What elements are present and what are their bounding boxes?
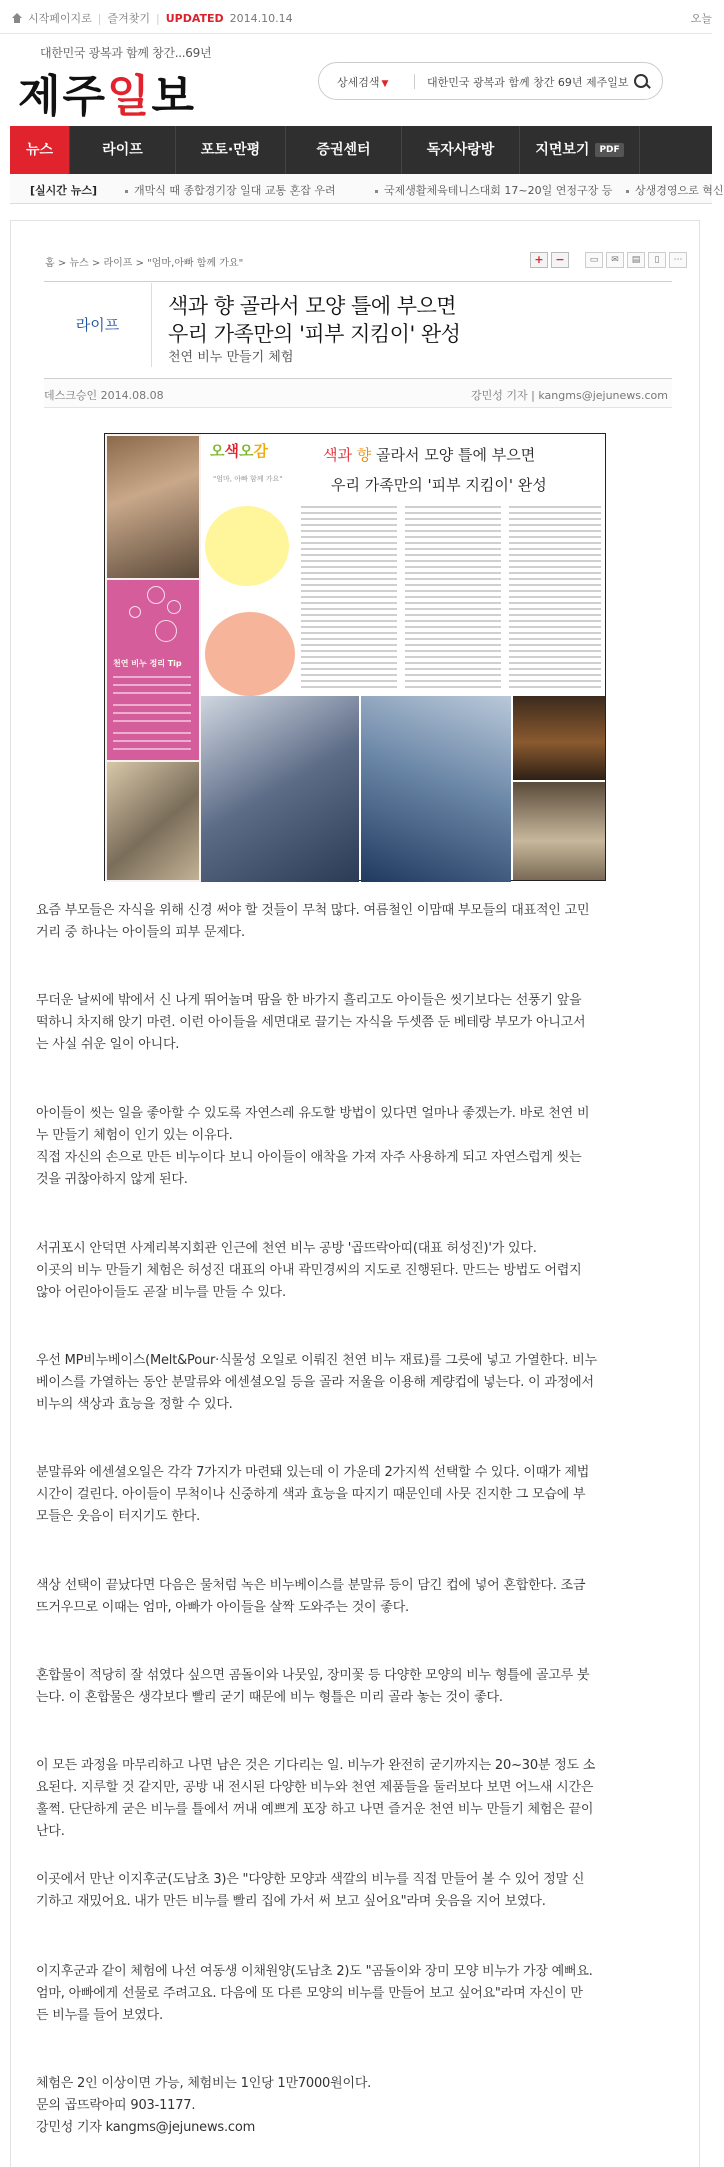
- image-masthead: [210, 440, 268, 461]
- save-icon[interactable]: ▤: [627, 252, 645, 268]
- masthead-char: 오: [210, 442, 225, 460]
- article-paragraph: [36, 900, 676, 944]
- paragraph-line: 요즘 부모들은 자식을 위해 신경 써야 할 것들이 무척 많다. 여름철인 이맘때 부모들의 대표적인 고민: [36, 903, 590, 918]
- paragraph-line: 든 비누를 들어 보였다.: [36, 2008, 163, 2023]
- copy-icon[interactable]: ▯: [648, 252, 666, 268]
- nav-item-stock[interactable]: 증권센터: [286, 126, 402, 174]
- photo-shop: [513, 782, 605, 880]
- article-title-line1: 색과 향 골라서 모양 틀에 부으면: [168, 294, 457, 318]
- paragraph-line: 문의 곱뜨락아띠 903-1177.: [36, 2098, 196, 2113]
- paragraph-line: 거리 중 하나는 아이들의 피부 문제다.: [36, 925, 245, 940]
- utility-bar: [0, 0, 712, 34]
- logo-text-a: 제주: [18, 71, 108, 122]
- pdf-badge: PDF: [595, 143, 623, 157]
- divider: [44, 281, 672, 282]
- nav-item-photo[interactable]: 포토·만평: [176, 126, 286, 174]
- quote-bubble: [205, 506, 289, 586]
- font-up-button[interactable]: +: [530, 252, 548, 268]
- paragraph-line: 는 사실 쉬운 일이 아니다.: [36, 1037, 180, 1052]
- paragraph-line: 모들은 웃음이 터지기도 한다.: [36, 1509, 201, 1524]
- paragraph-line: 이곳에서 만난 이지후군(도남초 3)은 "다양한 모양과 색깔의 비누를 직접 만들어 볼 수 있어 정말 신: [36, 1872, 585, 1887]
- newspaper-page-image: [104, 433, 606, 881]
- paragraph-line: 체험은 2인 이상이면 가능, 체험비는 1인당 1만7000원이다.: [36, 2076, 372, 2091]
- image-title-part: 골라서 모양 틀에 부으면: [371, 446, 536, 464]
- paragraph-line: 서귀포시 안덕면 사계리복지회관 인근에 천연 비누 공방 '곱뜨락아띠(대표 허성진)'가 있다.: [36, 1241, 537, 1256]
- paragraph-line: 시간이 걸린다. 아이들이 무척이나 신중하게 색과 효능을 따지기 때문인데 사뭇 진지한 그 모습에 부: [36, 1487, 586, 1502]
- paragraph-line: 요된다. 지루할 것 같지만, 공방 내 전시된 다양한 비누와 천연 제품들을 둘러보다 보면 어느새 시간은: [36, 1780, 594, 1795]
- logo-tagline: 대한민국 광복과 함께 창간...69년: [40, 46, 212, 60]
- section-label: 라이프: [44, 283, 152, 367]
- live-news-ticker: [10, 174, 724, 204]
- article-paragraph: [36, 1103, 676, 1191]
- article-paragraph: [36, 1869, 676, 1913]
- paragraph-line: 아이들이 씻는 일을 좋아할 수 있도록 자연스레 유도할 방법이 있다면 얼마나 좋겠는가. 바로 천연 비: [36, 1106, 590, 1121]
- live-news-item[interactable]: [626, 182, 724, 198]
- paragraph-line: 베이스를 가열하는 동안 분말류와 에센셜오일 등을 골라 저울을 이용해 계량컵에 넣는다. 이 과정에서: [36, 1375, 594, 1390]
- live-news-item[interactable]: [125, 182, 336, 198]
- search-type-select[interactable]: [337, 74, 388, 90]
- photo-bottles: [513, 696, 605, 780]
- site-logo[interactable]: [18, 60, 196, 124]
- search-icon[interactable]: [632, 72, 652, 92]
- paragraph-line: 는다. 이 혼합물은 생각보다 빨리 굳기 때문에 비누 형틀은 미리 골라 놓는 것이 좋다.: [36, 1690, 503, 1705]
- photo-children: [107, 436, 199, 578]
- nav-item-readers[interactable]: 독자사랑방: [402, 126, 520, 174]
- nav-item-paper[interactable]: [520, 126, 640, 174]
- paragraph-line: 기하고 재밌어요. 내가 만든 비누를 빨리 집에 가서 써 보고 싶어요"라며 웃음을 지어 보였다.: [36, 1894, 546, 1909]
- bullet: [125, 190, 128, 193]
- paragraph-line: 않아 어린아이들도 곧잘 비누를 만들 수 있다.: [36, 1285, 286, 1300]
- start-page-link[interactable]: 시작페이지로: [28, 12, 92, 25]
- article-paragraph: [36, 990, 676, 1056]
- paragraph-line: 강민성 기자 kangms@jejunews.com: [36, 2120, 256, 2135]
- bullet: [626, 190, 629, 193]
- paragraph-line: 분말류와 에센셜오일은 각각 7가지가 마련돼 있는데 이 가운데 2가지씩 선택할 수 있다. 이때가 제법: [36, 1465, 590, 1480]
- print-icon[interactable]: ▭: [585, 252, 603, 268]
- article-paragraph: [36, 1462, 676, 1528]
- font-down-button[interactable]: −: [551, 252, 569, 268]
- home-icon: [12, 13, 22, 23]
- desk-approval-date: 데스크승인 2014.08.08: [44, 389, 164, 402]
- divider: [414, 74, 415, 89]
- author-byline: 강민성 기자 | kangms@jejunews.com: [471, 389, 668, 402]
- article-paragraph: [36, 1350, 676, 1416]
- paragraph-line: 이곳의 비누 만들기 체험은 허성진 대표의 아내 곽민경씨의 지도로 진행된다. 만드는 방법도 어렵지: [36, 1263, 582, 1278]
- paragraph-line: 이 모든 과정을 마무리하고 나면 남은 것은 기다리는 일. 비누가 완전히 굳기까지는 20~30분 정도 소: [36, 1758, 596, 1773]
- paragraph-line: 이지후군과 같이 체험에 나선 여동생 이채원양(도남초 2)도 "곰돌이와 장미 모양 비누가 가장 예뻐요.: [36, 1964, 593, 1979]
- live-news-text: 상생경영으로 혁신: [635, 184, 724, 197]
- paragraph-line: 색상 선택이 끝났다면 다음은 물처럼 녹은 비누베이스를 분말류 등이 담긴 컵에 넣어 혼합한다. 조금: [36, 1578, 586, 1593]
- paragraph-line: 뜨거우므로 이때는 엄마, 아빠가 아이들을 살짝 도와주는 것이 좋다.: [36, 1600, 409, 1615]
- article-tools: [530, 252, 687, 268]
- masthead-char: 오: [239, 442, 254, 460]
- logo-text-c: 보: [151, 71, 197, 122]
- live-news-text: 국제생활체육테니스대회 17~20일 연정구장 등: [384, 184, 613, 197]
- article-paragraph: [36, 1238, 676, 1304]
- article-paragraph: [36, 1961, 676, 2027]
- search-box: [318, 62, 663, 100]
- tip-box: [107, 580, 199, 760]
- image-title-line2: 우리 가족만의 '피부 지킴이' 완성: [331, 476, 547, 494]
- bullet: [375, 190, 378, 193]
- live-news-text: 개막식 때 종합경기장 일대 교통 혼잡 우려: [134, 184, 336, 197]
- image-text-column: [509, 506, 601, 692]
- updated-date: 2014.10.14: [229, 11, 293, 25]
- photo-soap-cups: [107, 762, 199, 880]
- paragraph-line: 엄마, 아빠에게 선물로 주려고요. 다음에 또 다른 모양의 비누를 만들어 보고 싶어요"라며 자신이 만: [36, 1986, 583, 2001]
- article-subtitle: 천연 비누 만들기 체험: [168, 350, 294, 365]
- updated-label: UPDATED: [165, 11, 224, 25]
- search-type-label: 상세검색: [337, 76, 380, 89]
- masthead-char: 감: [253, 442, 268, 460]
- breadcrumb: 홈 > 뉴스 > 라이프 > "엄마,아빠 함께 가요": [45, 258, 244, 269]
- article-title-line2: 우리 가족만의 '피부 지킴이' 완성: [168, 322, 461, 346]
- paragraph-line: 훌쩍. 단단하게 굳은 비누를 틀에서 꺼내 예쁘게 포장 하고 나면 즐거운 천연 비누 만들기 체험은 끝이: [36, 1802, 594, 1817]
- article-paragraph: [36, 1575, 676, 1619]
- article-meta: [44, 378, 672, 408]
- main-nav: [10, 126, 712, 174]
- article-paragraph: [36, 1665, 676, 1709]
- image-masthead-sub: "엄마, 아빠 함께 가요": [213, 475, 283, 483]
- paragraph-line: 우선 MP비누베이스(Melt&Pour·식물성 오일로 이뤄진 천연 비누 재료)를 그릇에 넣고 가열한다. 비누: [36, 1353, 597, 1368]
- nav-item-paper-label: 지면보기: [535, 142, 590, 158]
- paragraph-line: 직접 자신의 손으로 만든 비누이다 보니 아이들이 애착을 가져 자주 사용하게 되고 자연스럽게 씻는: [36, 1150, 582, 1165]
- tip-box-title: 천연 비누 정리 Tip: [113, 659, 182, 668]
- paragraph-line: 무더운 날씨에 밖에서 신 나게 뛰어놀며 땀을 한 바가지 흘리고도 아이들은 씻기보다는 선풍기 앞을: [36, 993, 582, 1008]
- article-paragraph: [36, 2073, 676, 2139]
- photo-soap-making: [201, 696, 359, 882]
- nav-item-life[interactable]: 라이프: [70, 126, 176, 174]
- paragraph-line: 난다.: [36, 1824, 65, 1839]
- live-news-label: [실시간 뉴스]: [30, 184, 98, 197]
- paragraph-line: 누 만들기 체험이 인기 있는 이유다.: [36, 1128, 233, 1143]
- chevron-down-icon: ▼: [381, 79, 389, 89]
- image-text-column: [405, 506, 501, 692]
- logo-text-b: 일: [107, 71, 152, 122]
- live-news-item[interactable]: [375, 182, 612, 198]
- paragraph-line: 떡하니 차지해 앉기 마련. 이런 아이들을 세면대로 끌기는 자식을 두셋쯤 둔 베테랑 부모가 아니고서: [36, 1015, 586, 1030]
- paragraph-line: 비누의 색상과 효능을 정할 수 있다.: [36, 1397, 233, 1412]
- quote-bubble: [205, 612, 295, 696]
- masthead-char: 색: [224, 442, 239, 460]
- email-icon[interactable]: ✉: [606, 252, 624, 268]
- divider: |: [97, 11, 102, 25]
- photo-girl-molds: [361, 696, 511, 882]
- image-title-line1: [323, 444, 535, 465]
- divider: |: [156, 11, 160, 25]
- image-text-column: [301, 506, 397, 692]
- share-icon[interactable]: ⋯: [669, 252, 687, 268]
- article-paragraph: [36, 1755, 676, 1843]
- search-input[interactable]: 대한민국 광복과 함께 창간 69년 제주일보: [427, 76, 629, 89]
- today-label: 오늘: [690, 12, 712, 25]
- favorite-link[interactable]: 즐겨찾기: [107, 12, 150, 25]
- image-title-part: 향: [356, 446, 372, 464]
- paragraph-line: 것을 귀찮아하지 않게 된다.: [36, 1172, 188, 1187]
- paragraph-line: 혼합물이 적당히 잘 섞였다 싶으면 곰돌이와 나뭇잎, 장미꽃 등 다양한 모양의 비누 형틀에 골고루 붓: [36, 1668, 590, 1683]
- image-title-part: 색과: [323, 446, 357, 464]
- nav-item-news[interactable]: 뉴스: [10, 126, 70, 174]
